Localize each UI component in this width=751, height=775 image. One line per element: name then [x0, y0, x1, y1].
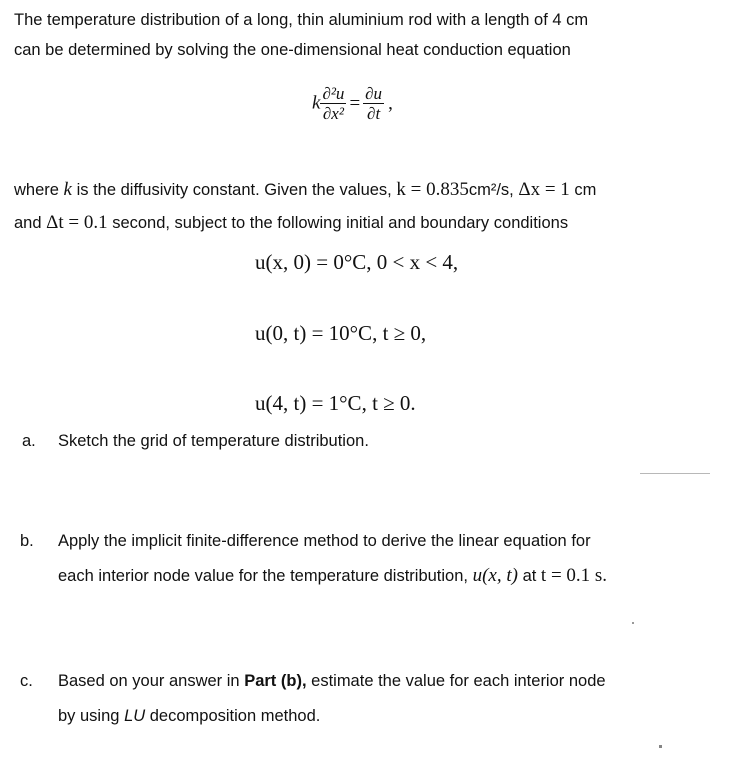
question-c-line-1 — [58, 670, 606, 692]
givens-text-1: is the diffusivity constant. Given the values, — [76, 181, 392, 199]
question-c-text-method: decomposition method. — [149, 707, 321, 725]
pde-rhs-numerator: ∂u — [365, 84, 383, 103]
question-b-line-2 — [58, 565, 607, 587]
intro-line-2: can be determined by solving the one-dimensional heat conduction equation — [14, 41, 571, 59]
pde-rhs-fraction — [363, 84, 384, 123]
question-b-label: b. — [20, 532, 34, 550]
question-c-text-by: by using — [58, 707, 120, 725]
question-b-math-u: u(x, t) — [472, 565, 518, 586]
givens-and: and — [14, 214, 42, 232]
question-c-text-b: estimate the value for each interior node — [311, 672, 606, 690]
givens-dx-value: Δx = 1 — [518, 179, 570, 200]
heat-equation — [312, 84, 393, 123]
pde-k: k — [312, 92, 321, 114]
question-b-line-1: Apply the implicit finite-difference method to derive the linear equation for — [58, 532, 591, 550]
givens-dx-unit: cm — [574, 181, 597, 199]
right-boundary-condition: u(4, t) = 1°C, t ≥ 0. — [255, 391, 416, 415]
givens-k-symbol: k — [63, 179, 72, 200]
scan-artifact-dot — [659, 745, 662, 748]
pde-rhs-denominator: ∂t — [367, 104, 381, 123]
question-c-lu: LU — [124, 707, 146, 725]
question-c-text-a: Based on your answer in — [58, 672, 240, 690]
pde-lhs-denominator: ∂x² — [322, 104, 344, 123]
intro-line-1: The temperature distribution of a long, thin aluminium rod with a length of 4 cm — [14, 11, 589, 29]
pde-trailing-comma: , — [388, 92, 393, 114]
question-a-label: a. — [22, 432, 36, 450]
pde-equals: = — [349, 92, 361, 114]
question-c-line-2 — [58, 705, 320, 727]
givens-text-2: second, subject to the following initial and boundary conditions — [112, 214, 569, 232]
question-b-text-a: each interior node value for the temperature distribution, — [58, 567, 468, 585]
question-b-math-t: t = 0.1 s. — [540, 565, 608, 586]
question-a-text: Sketch the grid of temperature distribution. — [58, 432, 369, 450]
pde-lhs-fraction — [320, 84, 346, 123]
givens-k-value: k = 0.835 — [396, 179, 469, 200]
pde-lhs-numerator: ∂²u — [322, 84, 345, 103]
question-c-bold-ref: Part (b), — [244, 672, 307, 690]
initial-condition: u(x, 0) = 0°C, 0 < x < 4, — [255, 250, 459, 274]
question-b-text-at: at — [522, 567, 537, 585]
givens-dt-value: Δt = 0.1 — [46, 212, 108, 233]
givens-line-1 — [14, 179, 596, 201]
givens-where: where — [14, 181, 59, 199]
question-c-label: c. — [20, 672, 33, 690]
scan-artifact-line — [640, 473, 710, 474]
scan-artifact-dot — [632, 622, 634, 624]
left-boundary-condition: u(0, t) = 10°C, t ≥ 0, — [255, 321, 427, 345]
givens-k-unit: cm²/s, — [468, 181, 514, 199]
givens-line-2 — [14, 212, 568, 234]
